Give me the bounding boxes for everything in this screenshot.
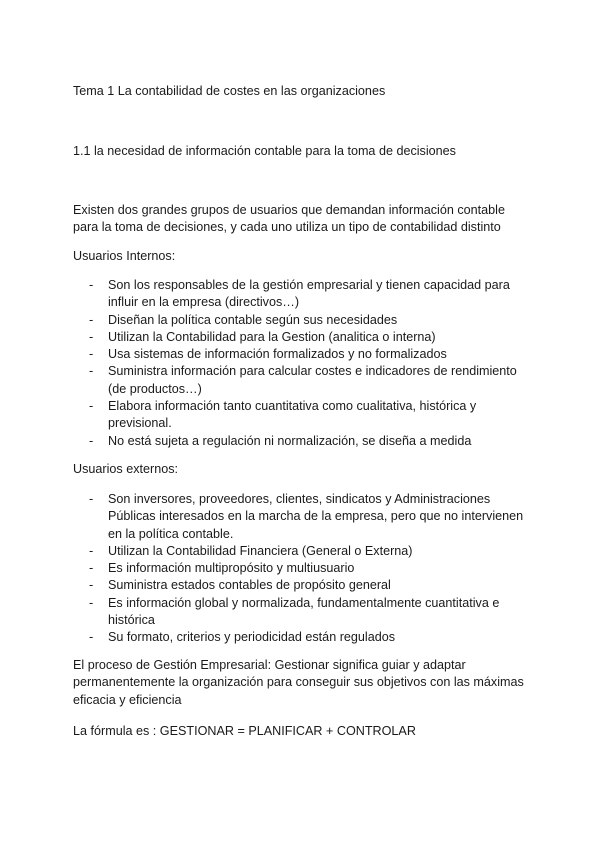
list-item-text: Usa sistemas de información formalizados y no formalizados (108, 347, 447, 362)
list-item-text: Suministra estados contables de propósito general (108, 578, 391, 593)
list-item-text: Es información global y normalizada, fundamentalmente cuantitativa e histórica (108, 595, 500, 628)
list-item-text: Son inversores, proveedores, clientes, sindicatos y Administraciones Públicas interesados en la marcha de la empresa, pero que no intervienen en la política contable. (108, 492, 524, 541)
internal-users-heading: Usuarios Internos: (73, 249, 176, 263)
list-item-text: Diseñan la política contable según sus necesidades (108, 312, 398, 327)
internal-users-list (73, 277, 533, 450)
external-users-list (73, 491, 533, 647)
external-users-heading: Usuarios externos: (73, 462, 178, 476)
bullet-marker: - (89, 278, 94, 292)
bullet-marker: - (89, 329, 94, 344)
bullet-marker: - (89, 312, 94, 327)
bullet-marker: - (89, 347, 94, 362)
bullet-marker: - (89, 399, 94, 414)
list-item (73, 277, 532, 312)
list-item (73, 629, 532, 646)
formula-line: La fórmula es : GESTIONAR = PLANIFICAR + CONTROLAR (73, 724, 416, 738)
list-item-text: Utilizan la Contabilidad para la Gestion (analitica o interna) (108, 329, 436, 344)
bullet-marker: - (89, 543, 94, 558)
list-item (73, 577, 532, 594)
list-item-text: Suministra información para calcular costes e indicadores de rendimiento (de productos…) (108, 364, 517, 396)
list-item (73, 346, 532, 363)
section-heading: 1.1 la necesidad de información contable para la toma de decisiones (73, 144, 456, 158)
bullet-marker: - (89, 578, 94, 593)
list-item (73, 491, 532, 543)
bullet-marker: - (89, 595, 94, 610)
list-item (73, 543, 532, 560)
list-item-text: Su formato, criterios y periodicidad están regulados (108, 630, 396, 645)
list-item-text: Utilizan la Contabilidad Financiera (General o Externa) (108, 543, 413, 558)
list-item (73, 595, 532, 630)
list-item (73, 363, 532, 398)
bullet-marker: - (89, 364, 94, 379)
list-item-text: Es información multipropósito y multiusuario (108, 561, 355, 576)
list-item (73, 398, 532, 433)
list-item (73, 433, 532, 450)
process-paragraph: El proceso de Gestión Empresarial: Gestionar significa guiar y adaptar permanentemente la organización para conseguir sus objetivos con las máximas eficacia y eficiencia (73, 658, 524, 707)
list-item-text: Elabora información tanto cuantitativa como cualitativa, histórica y previsional. (108, 399, 477, 431)
page-title: Tema 1 La contabilidad de costes en las organizaciones (73, 84, 386, 98)
list-item-text: Son los responsables de la gestión empresarial y tienen capacidad para influir en la empresa (directivos…) (108, 278, 510, 310)
list-item (73, 560, 532, 577)
list-item (73, 312, 532, 329)
bullet-marker: - (89, 561, 94, 576)
bullet-marker: - (89, 433, 94, 448)
list-item (73, 329, 532, 346)
list-item-text: No está sujeta a regulación ni normalización, se diseña a medida (108, 433, 472, 448)
intro-paragraph: Existen dos grandes grupos de usuarios que demandan información contable para la toma de decisiones, y cada uno utiliza un tipo de contabilidad distinto (73, 203, 505, 235)
bullet-marker: - (89, 630, 94, 645)
bullet-marker: - (89, 492, 94, 506)
